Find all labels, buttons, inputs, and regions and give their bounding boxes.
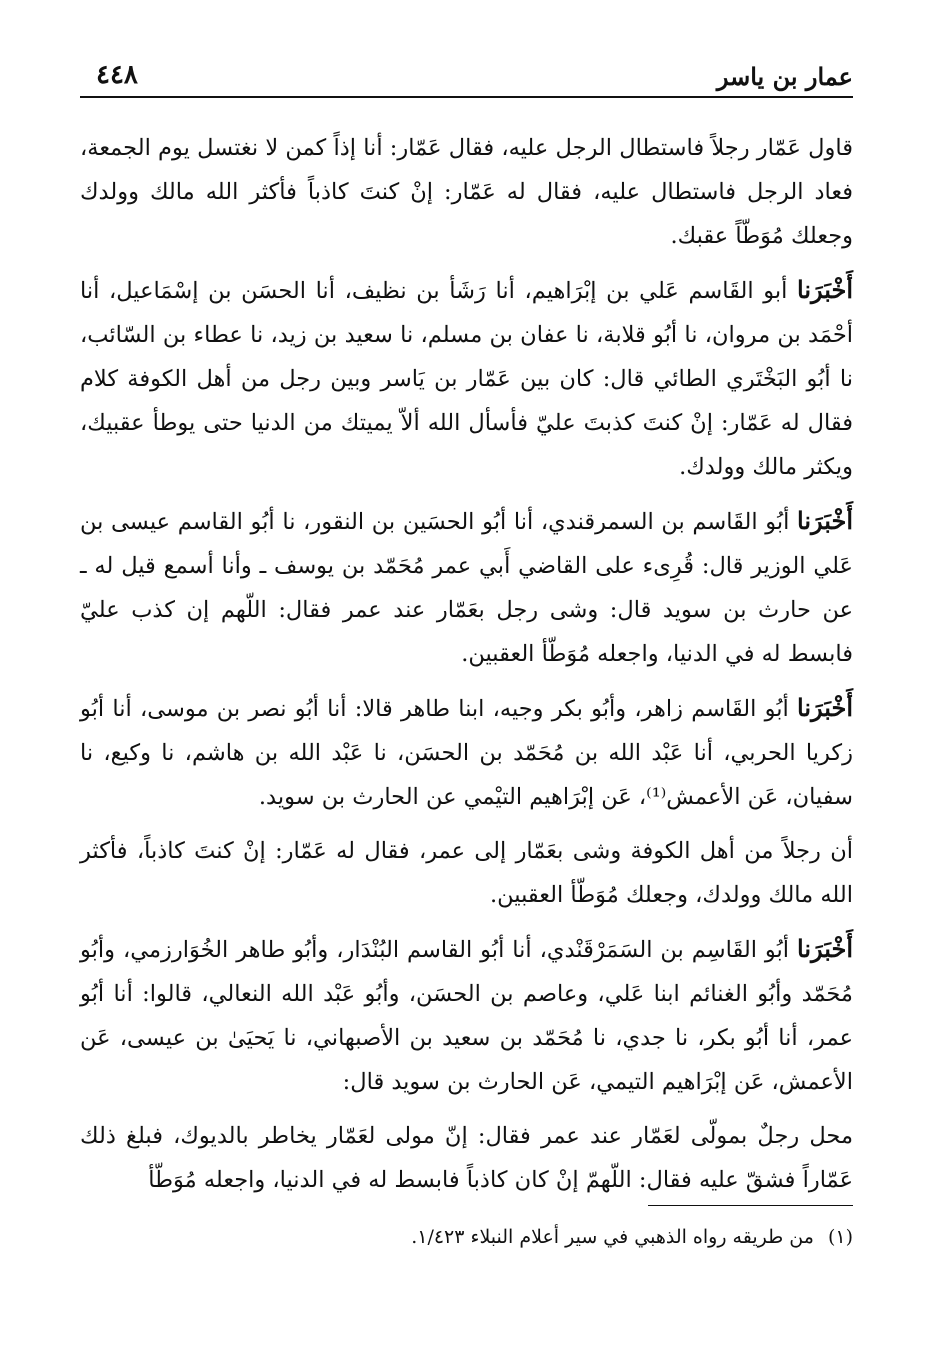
paragraph-4 [80,686,853,819]
page-number: ٤٤٨ [96,60,138,90]
isnad-keyword: أَخْبَرَنا [797,275,853,304]
paragraph-text: قاول عَمّار رجلاً فاستطال الرجل عليه، فقال عَمّار: أنا إذاً كمن لا نغتسل يوم الجمعة، فعاد الرجل فاستطال عليه، فقال له عَمّار: إنْ كنتَ كاذباً فأكثر الله مالك وولدك وجعلك مُوَطّاً عقبك. [80,135,853,249]
isnad-keyword: أَخْبَرَنا [797,693,853,722]
paragraph-5 [80,829,853,917]
main-text [80,126,853,1212]
paragraph-3 [80,499,853,676]
footnote-text: من طريقه رواه الذهبي في سير أعلام النبلاء ١/٤٢٣. [411,1226,814,1248]
paragraph-text: أن رجلاً من أهل الكوفة وشى بعَمّار إلى عمر، فقال له عَمّار: إنْ كنتَ كاذباً، فأكثر الله مالك وولدك، وجعلك مُوَطّأ العقبين. [80,838,853,908]
paragraph-text: محل رجلٌ بمولّى لعَمّار عند عمر فقال: إنّ مولى لعَمّار يخاطر بالديوك، فبلغ ذلك عَمّاراً فشقّ عليه فقال: اللّهمّ إنْ كان كاذباً فابسط له في الدنيا، واجعله مُوَطّأ [80,1123,853,1193]
paragraph-6 [80,927,853,1104]
footnote-divider [648,1205,853,1206]
paragraph-7 [80,1114,853,1202]
header-divider [80,96,853,98]
paragraph-text: أبو القَاسم عَلي بن إبْرَاهيم، أنا رَشَأ بن نظيف، أنا الحسَن بن إسْمَاعيل، أنا أحْمَد بن مروان، نا أبُو قلابة، نا عفان بن مسلم، نا سعيد بن زيد، نا عطاء بن السّائب، نا أبُو البَخْتَري الطائي قال: كان بين عَمّار بن يَاسر وبين رجل من أهل الكوفة كلام فقال له عَمّار: إنْ كنتَ كذبتَ عليّ فأسأل الله ألاّ يميتك من الدنيا حتى يوطأ عقبيك، ويكثر مالك وولدك. [80,278,853,480]
paragraph-text: أبُو القَاسِم بن السَمَرْقَنْدي، أنا أبُو القاسم البُنْدَار، وأبُو طاهر الخُوَارزمي، وأبُو مُحَمّد وأبُو الغنائم ابنا عَلي، وعاصم بن الحسَن، وأبُو عَبْد الله النعالي، قالوا: أنا أبُو عمر، أنا أبُو بكر، نا جدي، نا مُحَمّد بن سعيد بن الأصبهاني، نا يَحيَىٰ بن عيسى، عَن الأعمش، عَن إبْرَاهيم التيمي، عَن الحارث بن سويد قال: [80,937,853,1095]
isnad-keyword: أَخْبَرَنا [797,934,853,963]
paragraph-1 [80,126,853,258]
paragraph-text: أبُو القَاسم بن السمرقندي، أنا أبُو الحسَين بن النقور، نا أبُو القاسم عيسى بن عَلي الوزير قال: قُرِىء على القاضي أَبي عمر مُحَمّد بن يوسف ـ وأنا أسمع قيل له ـ عن حارث بن سويد قال: وشى رجل بعَمّار عند عمر فقال: اللّهم إن كذب عليّ فابسط له في الدنيا، واجعله مُوَطّأ العقبين. [80,509,853,667]
paragraph-2 [80,268,853,489]
isnad-keyword: أَخْبَرَنا [797,506,853,535]
running-title: عمار بن ياسر [716,62,853,91]
footnote-number: (١) [827,1226,853,1248]
footnote [80,1222,853,1252]
paragraph-text: أبُو القَاسم زاهر، وأبُو بكر وجيه، ابنا طاهر قالا: أنا أبُو نصر بن موسى، أنا أبُو زكريا الحربي، أنا عَبْد الله بن مُحَمّد بن الحسَن، نا عَبْد الله بن هاشم، نا وكيع، نا سفيان، عَن الأعمش⁽¹⁾، عَن إبْرَاهيم التيْمي عن الحارث بن سويد. [80,696,853,810]
